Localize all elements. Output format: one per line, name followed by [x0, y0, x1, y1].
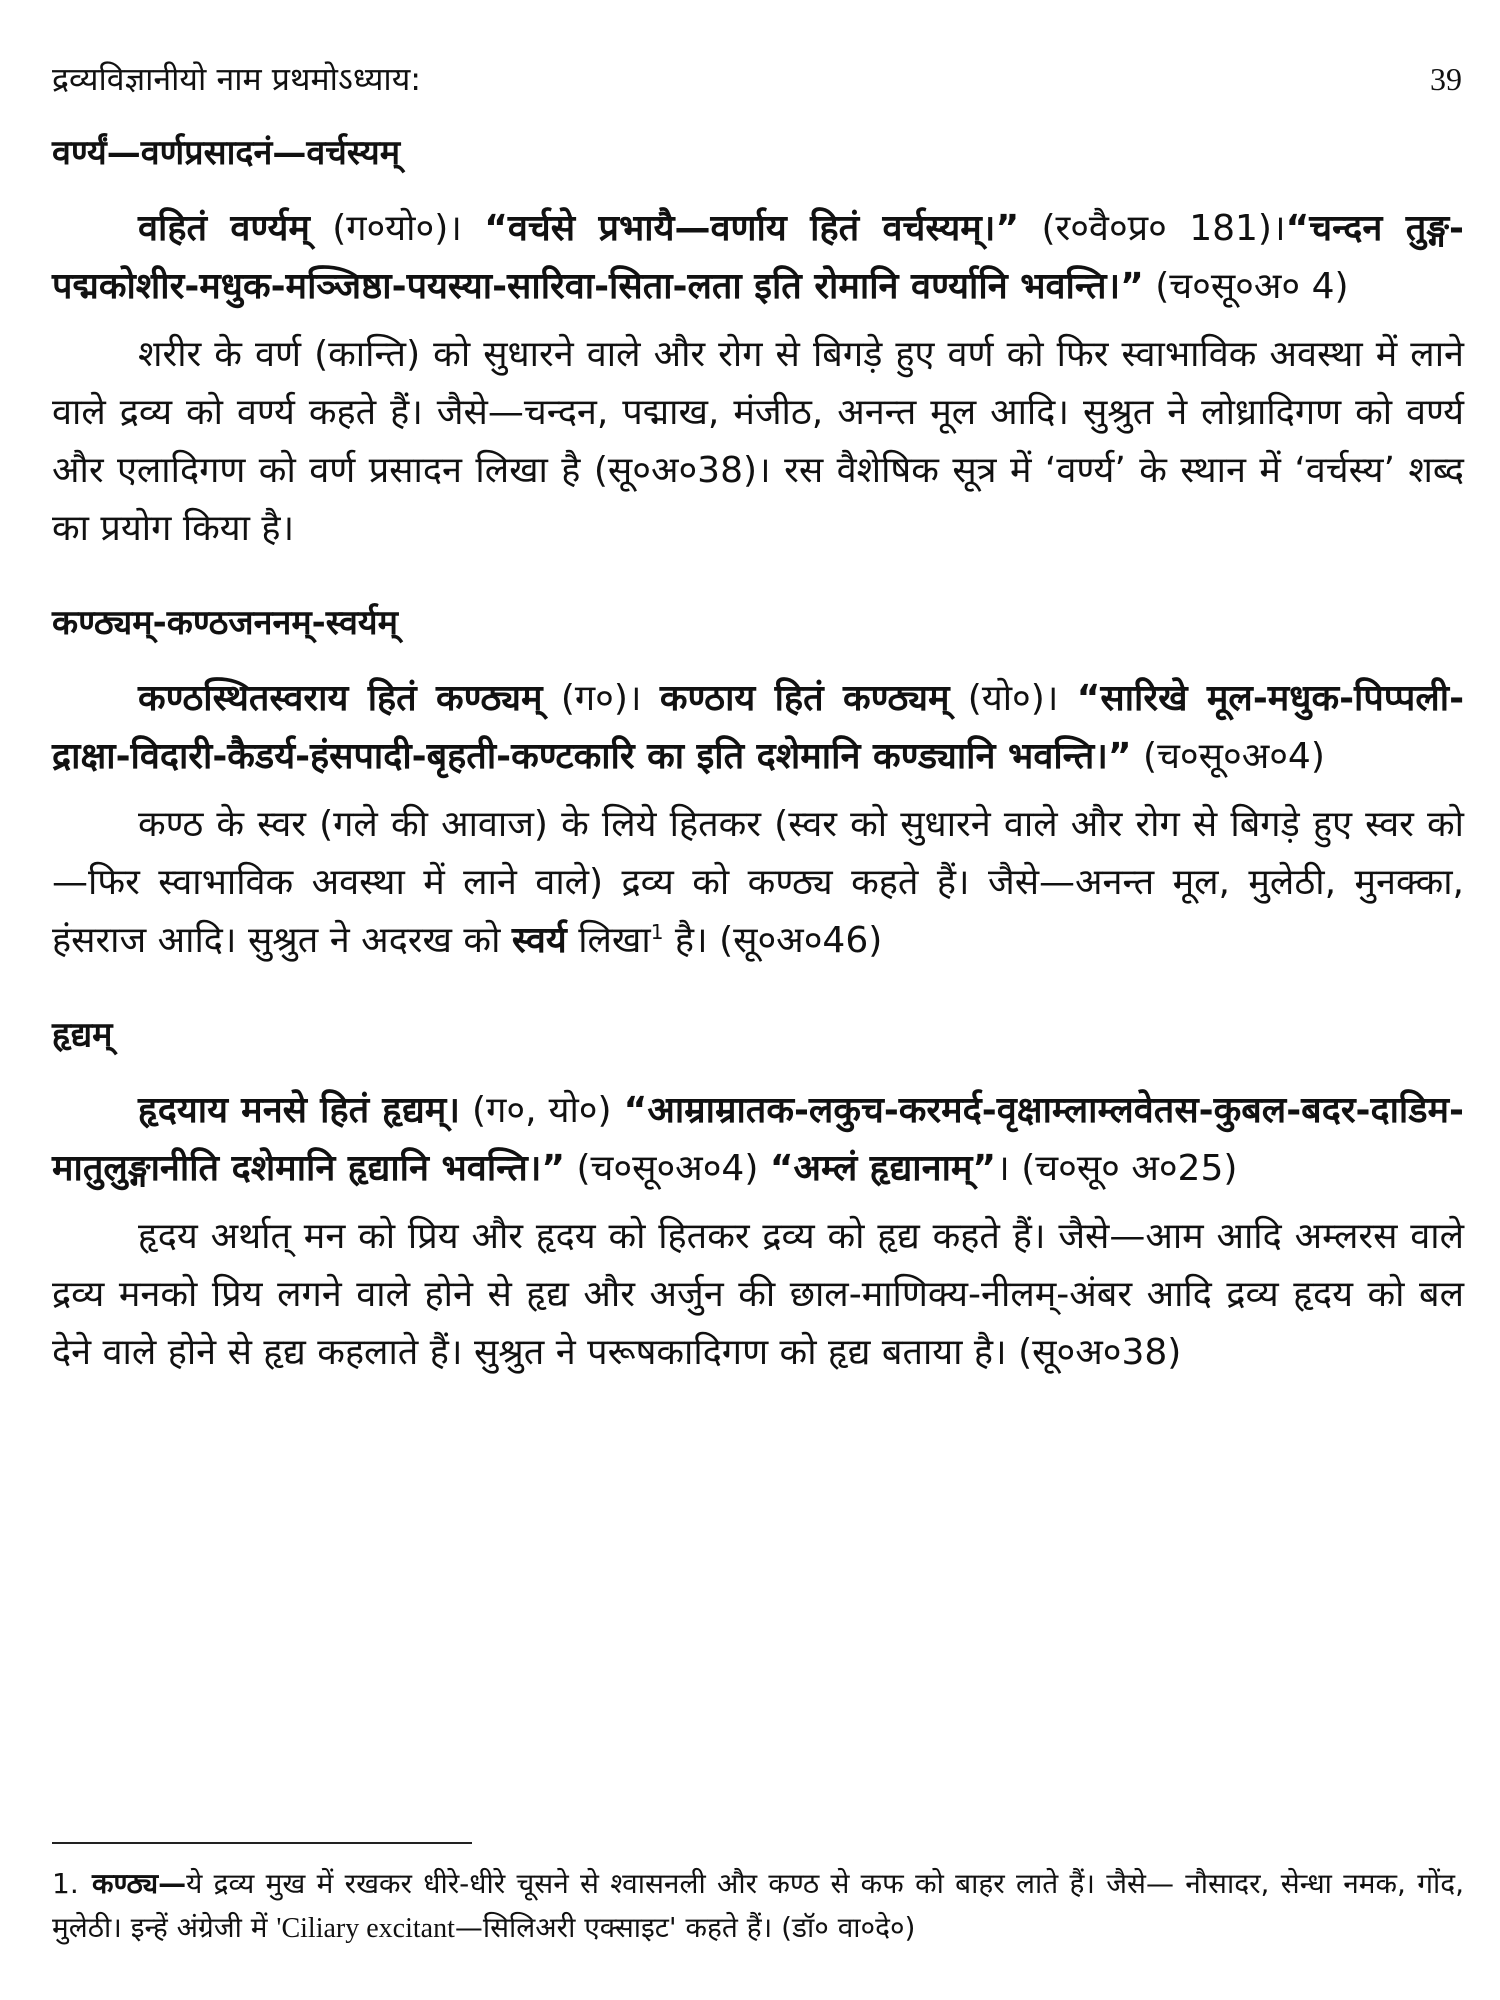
citation: (च०सू०अ० 4) [1143, 266, 1349, 307]
hindi-explanation: शरीर के वर्ण (कान्ति) को सुधारने वाले और रोग से बिगड़े हुए वर्ण को फिर स्वाभाविक अवस्था में लाने वाले द्रव्य को वर्ण्य कहते हैं। जैसे—चन्दन, पद्माख, मंजीठ, अनन्त मूल आदि। सुश्रुत ने लोध्रादिगण को वर्ण्य और एलादिगण को वर्ण प्रसादन लिखा है (सू०अ०38)। रस वैशेषिक सूत्र में ‘वर्ण्य’ के स्थान में ‘वर्चस्य’ शब्द का प्रयोग किया है। [52, 334, 1464, 549]
bold-term: स्वर्य [511, 920, 567, 961]
footnote-body [52, 1867, 1464, 1944]
citation: (ग०)। [542, 678, 660, 719]
citation: (च०सू०अ०4) [565, 1148, 770, 1189]
citation: (ग०, यो०) [459, 1090, 624, 1131]
sanskrit-quote [52, 200, 1464, 316]
page-number: 39 [1430, 61, 1462, 97]
hindi-text: लिखा [566, 920, 651, 961]
sanskrit-text: हृदयाय मनसे हितं हृद्यम्। [138, 1090, 460, 1131]
sanskrit-text: “वर्चसे प्रभायै—वर्णाय हितं वर्चस्यम्।” [484, 208, 1020, 249]
sanskrit-text: “अम्लं हृद्यानाम्” [769, 1148, 997, 1189]
footnote [52, 1862, 1464, 1951]
section-varnya [52, 128, 1464, 558]
footnote-text: ये द्रव्य मुख में रखकर धीरे-धीरे चूसने से श्वासनली और कण्ठ से कफ को बाहर लाते हैं। जैसे— नौसादर, सेन्धा नमक, गोंद, मुलेठी। इन्हें अंग्रेजी में [52, 1867, 1464, 1944]
hindi-text: है। (सू०अ०46) [663, 920, 883, 961]
footnote-english-term: 'Ciliary excitant [276, 1913, 455, 1944]
footnote-marker[interactable]: 1 [650, 920, 664, 944]
section-hridya [52, 1010, 1464, 1382]
page-header [52, 56, 1462, 106]
sanskrit-text: कण्ठाय हितं कण्ठ्यम् [659, 678, 950, 719]
section-kanthya [52, 598, 1464, 970]
citation: (र०वै०प्र० 181)। [1019, 208, 1286, 249]
footnote-text: —सिलिअरी एक्साइट' कहते हैं। (डॉ० वा०दे०) [454, 1911, 916, 1944]
section-heading: वर्ण्यं—वर्णप्रसादनं—वर्चस्यम् [52, 133, 401, 173]
sanskrit-text: “चन्दन तुङ्ग-पद्मकोशीर-मधुक-मञ्जिष्ठा-पयस्या-सारिवा-सिता-लता इति रोमानि वर्ण्यानि भवन्ति।” [52, 208, 1464, 307]
footnote-term: कण्ठ्य— [92, 1867, 187, 1900]
sanskrit-text: वहितं वर्ण्यम् [138, 208, 310, 249]
footnote-divider [52, 1842, 472, 1844]
citation: (च०सू०अ०4) [1131, 736, 1325, 777]
footnote-number: 1. [52, 1867, 79, 1900]
page-body [52, 128, 1464, 1382]
sanskrit-text: कण्ठस्थितस्वराय हितं कण्ठ्यम् [138, 678, 543, 719]
running-title: द्रव्यविज्ञानीयो नाम प्रथमोऽध्याय: [52, 60, 422, 98]
citation: । (च०सू० अ०25) [996, 1148, 1238, 1189]
section-heading: कण्ठ्यम्-कण्ठजननम्-स्वर्यम् [52, 603, 398, 643]
citation: (ग०यो०)। [309, 208, 485, 249]
hindi-explanation: हृदय अर्थात् मन को प्रिय और हृदय को हितकर द्रव्य को हृद्य कहते हैं। जैसे—आम आदि अम्लरस वाले द्रव्य मनको प्रिय लगने वाले होने से हृद्य और अर्जुन की छाल-माणिक्य-नीलम्-अंबर आदि द्रव्य हृदय को बल देने वाले होने से हृद्य कहलाते हैं। सुश्रुत ने परूषकादिगण को हृद्य बताया है। (सू०अ०38) [52, 1216, 1464, 1373]
sanskrit-quote [52, 1082, 1464, 1198]
hindi-text: कण्ठ के स्वर (गले की आवाज) के लिये हितकर (स्वर को सुधारने वाले और रोग से बिगड़े हुए स्वर को—फिर स्वाभाविक अवस्था में लाने वाले) द्रव्य को कण्ठ्य कहते हैं। जैसे—अनन्त मूल, मुलेठी, मुनक्का, हंसराज आदि। सुश्रुत ने अदरख को [52, 804, 1464, 961]
sanskrit-text: “सारिखे मूल-मधुक-पिप्पली-द्राक्षा-विदारी-कैडर्य-हंसपादी-बृहती-कण्टकारि का इति दशेमानि कण्ड्यानि भवन्ति।” [52, 678, 1465, 777]
section-heading: हृद्यम् [52, 1015, 113, 1055]
sanskrit-text: “आम्राम्रातक-लकुच-करमर्द-वृक्षाम्लाम्लवेतस-कुबल-बदर-दाडिम-मातुलुङ्गानीति दशेमानि हृद्यानि भवन्ति।” [52, 1090, 1464, 1189]
citation: (यो०)। [949, 678, 1077, 719]
sanskrit-quote [52, 670, 1464, 786]
hindi-explanation [52, 796, 1464, 970]
